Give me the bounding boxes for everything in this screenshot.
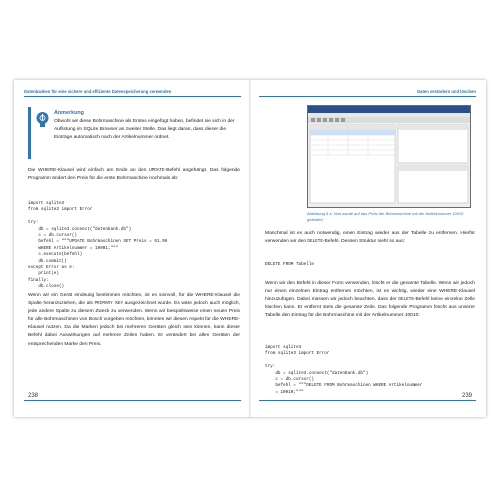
running-head: Datenbanken für eine sichere und effiziente Datenspeicherung verwenden: [24, 89, 172, 94]
syntax-example: DELETE FROM Tabelle: [265, 262, 314, 267]
paragraph: Manchmal ist es auch notwendig, einen Eintrag wieder aus der Tabelle zu entfernen. Hierfür verwenden wir den DELETE-Befehl. Dessen Struktur sieht so aus:: [265, 231, 475, 245]
inline-code: DELETE: [307, 239, 323, 245]
note-accent-bar: [28, 107, 31, 159]
note-title: Anmerkung: [54, 110, 84, 116]
page-number: 238: [28, 393, 39, 399]
header-rule: [24, 96, 241, 97]
note-box: [28, 107, 240, 159]
sqlite-browser-screenshot: [307, 105, 471, 208]
inline-code: PRIMARY KEY: [94, 301, 124, 307]
figure-caption: Abbildung 9.4: Nun wurde auf das Preis der Bohrmaschine mit der Artikelnummer 10010 geändert: [307, 211, 464, 222]
left-page: [14, 80, 249, 417]
book-spread: [14, 80, 486, 417]
footer-rule: [24, 400, 241, 401]
code-listing: import sqlite3 from sqlite3 import Error try: db = sqlite3.connect("datenbank.db") c = db.cursor() befehl = """UPDATE Bohrmaschinen SET Preis = 61.99 WHERE Artikelnummer = 10001;""" c.execute(befehl) db.commit() except Error as e: print(e) finally: db.close(): [28, 201, 168, 290]
paragraph: Die WHERE-Klausel wird einfach am Ende an den UPDATE-Befehl angehängt. Das folgende Programm ändert den Preis für die erste Bohrmaschine nochmals ab:: [28, 168, 240, 182]
inline-code: DELETE: [398, 297, 414, 303]
right-page: [251, 80, 486, 417]
page-number: 239: [461, 393, 472, 399]
note-text: Obwohl wir diese Bohrmaschine als Erstes eingefügt haben, befindet sie sich in der Auflistung im SQLite Browser an zweiter Stelle. Das liegt daran, dass dieser die Einträge automatisch nach der Artikelnummer ordnet.: [54, 119, 235, 140]
inline-code: UPDATE: [149, 168, 165, 173]
paragraph: Wenn wir den Befehl in dieser Form verwenden, löscht er die gesamte Tabelle. Wenn wir jedoch nur einen einzelnen Eintrag entfernen möchten, ist es wichtig, wieder eine WHERE-Klausel hinzuzufügen. Dabei müssen wir jedoch beachten, dass der DELETE-Befehl keine einzelne Zelle löschen kann. Er entfernt stets die gesamte Zeile. Das folgende Programm löscht aus unserer Tabelle den Eintrag für die Bohrmaschine mit der Artikelnummer 10010:: [265, 281, 475, 319]
running-head: Daten verändern und löschen: [417, 89, 476, 94]
lightbulb-icon: [35, 111, 50, 129]
code-listing: import sqlite3 from sqlite3 import Error try: db = sqlite3.connect("datenbank.db") c = db.cursor() befehl = """DELETE FROM Bohrmaschinen WHERE Artikelnummer = 10010;""": [265, 345, 423, 395]
paragraph: Wenn wir ein Gerät eindeutig bestimmen möchten, ist es sinnvoll, für die WHERE-Klausel die Spalte heranzuziehen, die als PRIMARY KEY ausgezeichnet wurde. Es wäre jedoch auch möglich, jede andere Spalte zu diesem Zweck zu verwenden. Wenn wir beispielsweise einen neuen Preis für alle Bohrmaschinen von Bosch vorgeben möchten, könnten wir diesen Aspekt für die WHERE-Klausel nutzen. Da die Marken jedoch bei mehreren Geräten gleich sein können, kann dieser Befehl dabei Auswirkungen auf mehrere Zeilen haben. Er verändert bei allen Geräten der entsprechenden Marke den Preis.: [28, 293, 240, 347]
header-rule: [259, 96, 476, 97]
footer-rule: [259, 400, 476, 401]
